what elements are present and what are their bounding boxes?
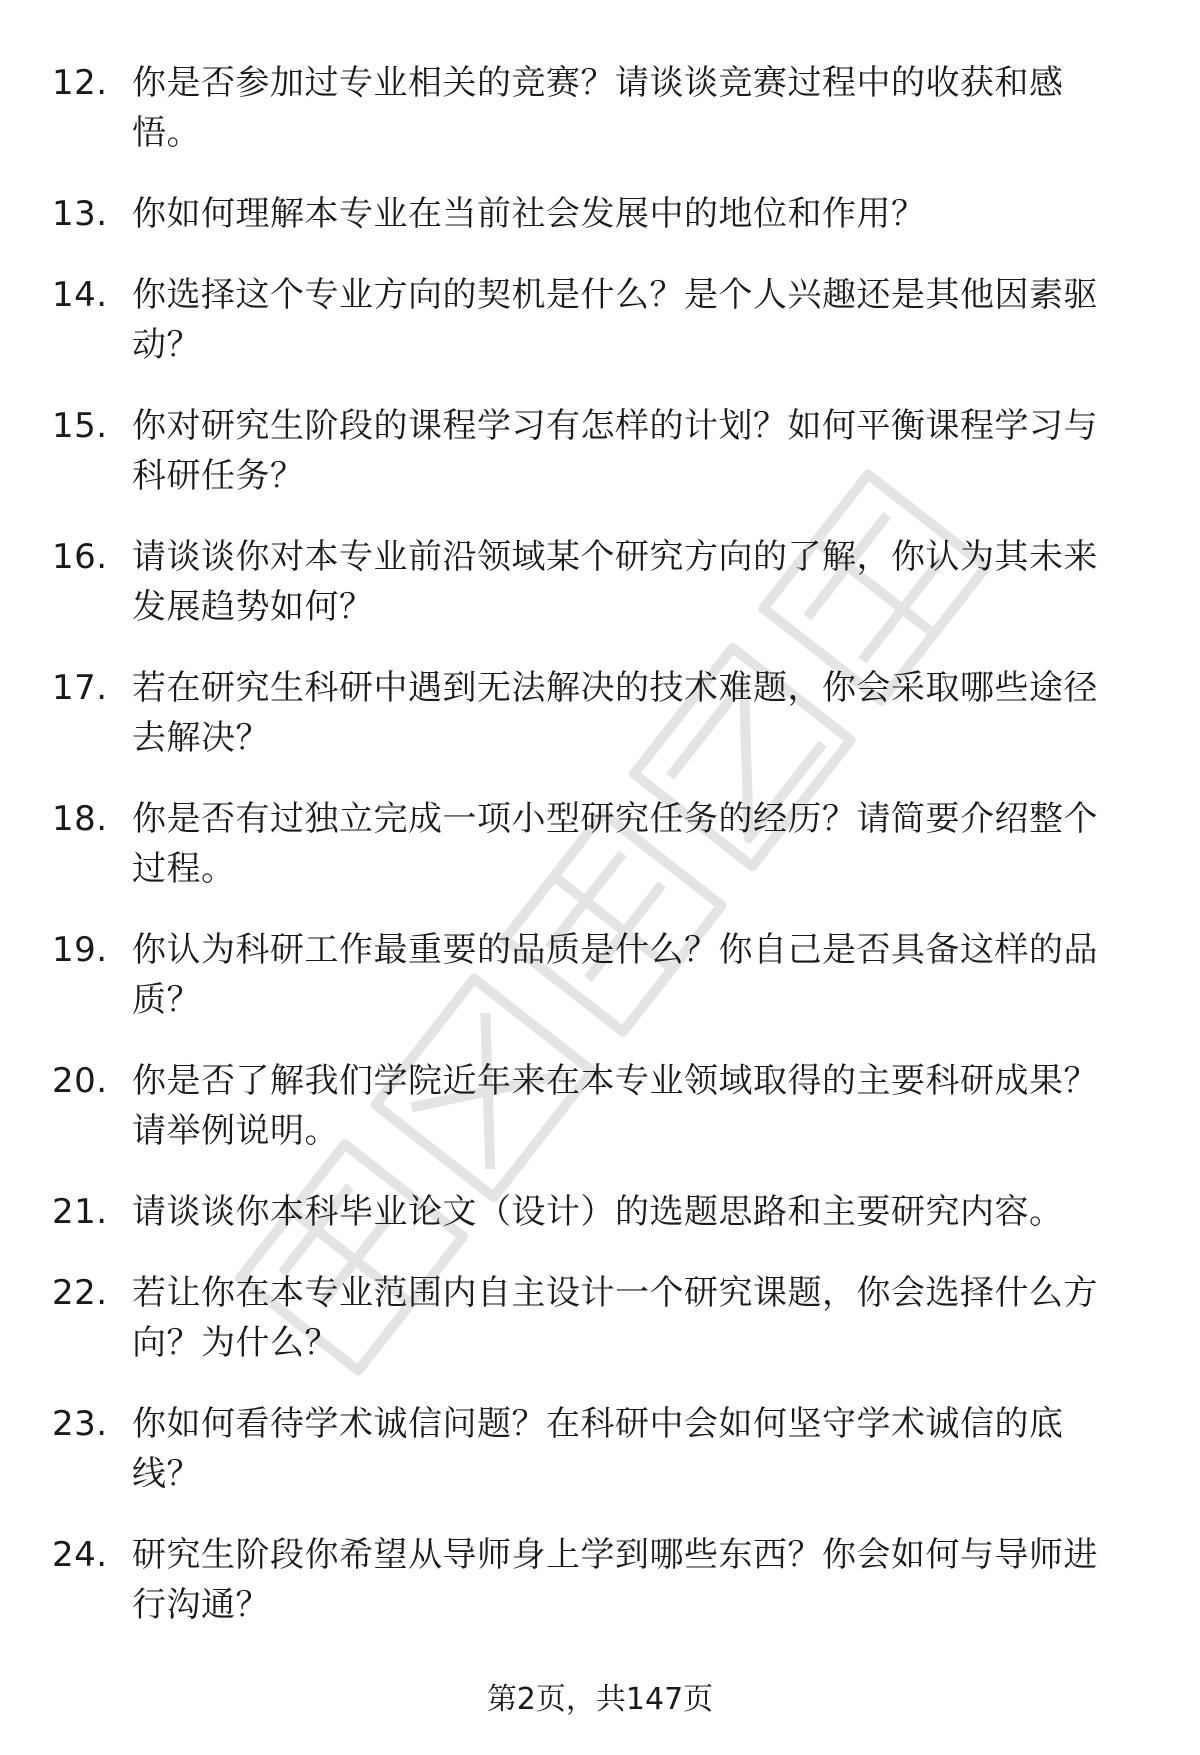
question-text: 研究生阶段你希望从导师身上学到哪些东西？你会如何与导师进行沟通？ (132, 1535, 1098, 1625)
page-number-label: 第2页，共147页 (486, 1682, 714, 1717)
question-text: 你对研究生阶段的课程学习有怎样的计划？如何平衡课程学习与科研任务？ (132, 406, 1098, 496)
question-number: 23. (52, 1404, 108, 1444)
question-text: 若让你在本专业范围内自主设计一个研究课题，你会选择什么方向？为什么？ (132, 1273, 1098, 1363)
question-number: 12. (52, 63, 108, 103)
question-number: 18. (52, 799, 108, 839)
list-item (0, 189, 1200, 239)
question-number: 22. (52, 1273, 108, 1313)
page-footer (0, 1680, 1200, 1720)
list-item (0, 794, 1200, 894)
question-number: 17. (52, 668, 108, 708)
question-number: 15. (52, 406, 108, 446)
list-item (0, 1399, 1200, 1499)
question-text: 你是否了解我们学院近年来在本专业领域取得的主要科研成果？请举例说明。 (132, 1061, 1098, 1151)
question-number: 13. (52, 194, 108, 234)
list-item (0, 1056, 1200, 1156)
list-item (0, 1187, 1200, 1237)
question-text: 你是否参加过专业相关的竞赛？请谈谈竞赛过程中的收获和感悟。 (132, 63, 1064, 153)
question-number: 16. (52, 537, 108, 577)
question-text: 请谈谈你对本专业前沿领域某个研究方向的了解，你认为其未来发展趋势如何？ (132, 537, 1098, 627)
question-text: 你如何看待学术诚信问题？在科研中会如何坚守学术诚信的底线？ (132, 1404, 1064, 1494)
question-text: 你如何理解本专业在当前社会发展中的地位和作用？ (132, 194, 926, 234)
question-text: 你是否有过独立完成一项小型研究任务的经历？请简要介绍整个过程。 (132, 799, 1098, 889)
question-number: 24. (52, 1535, 108, 1575)
question-number: 14. (52, 275, 108, 315)
question-number: 20. (52, 1061, 108, 1101)
question-text: 若在研究生科研中遇到无法解决的技术难题，你会采取哪些途径去解决？ (132, 668, 1098, 758)
question-text: 你认为科研工作最重要的品质是什么？你自己是否具备这样的品质？ (132, 930, 1098, 1020)
list-item (0, 925, 1200, 1025)
list-item (0, 1530, 1200, 1630)
list-item (0, 58, 1200, 158)
question-text: 请谈谈你本科毕业论文（设计）的选题思路和主要研究内容。 (132, 1192, 1064, 1232)
list-item (0, 270, 1200, 370)
list-item (0, 532, 1200, 632)
list-item (0, 663, 1200, 763)
list-item (0, 401, 1200, 501)
question-number: 21. (52, 1192, 108, 1232)
list-item (0, 1268, 1200, 1368)
question-list (0, 58, 1200, 1661)
question-number: 19. (52, 930, 108, 970)
question-text: 你选择这个专业方向的契机是什么？是个人兴趣还是其他因素驱动？ (132, 275, 1098, 365)
